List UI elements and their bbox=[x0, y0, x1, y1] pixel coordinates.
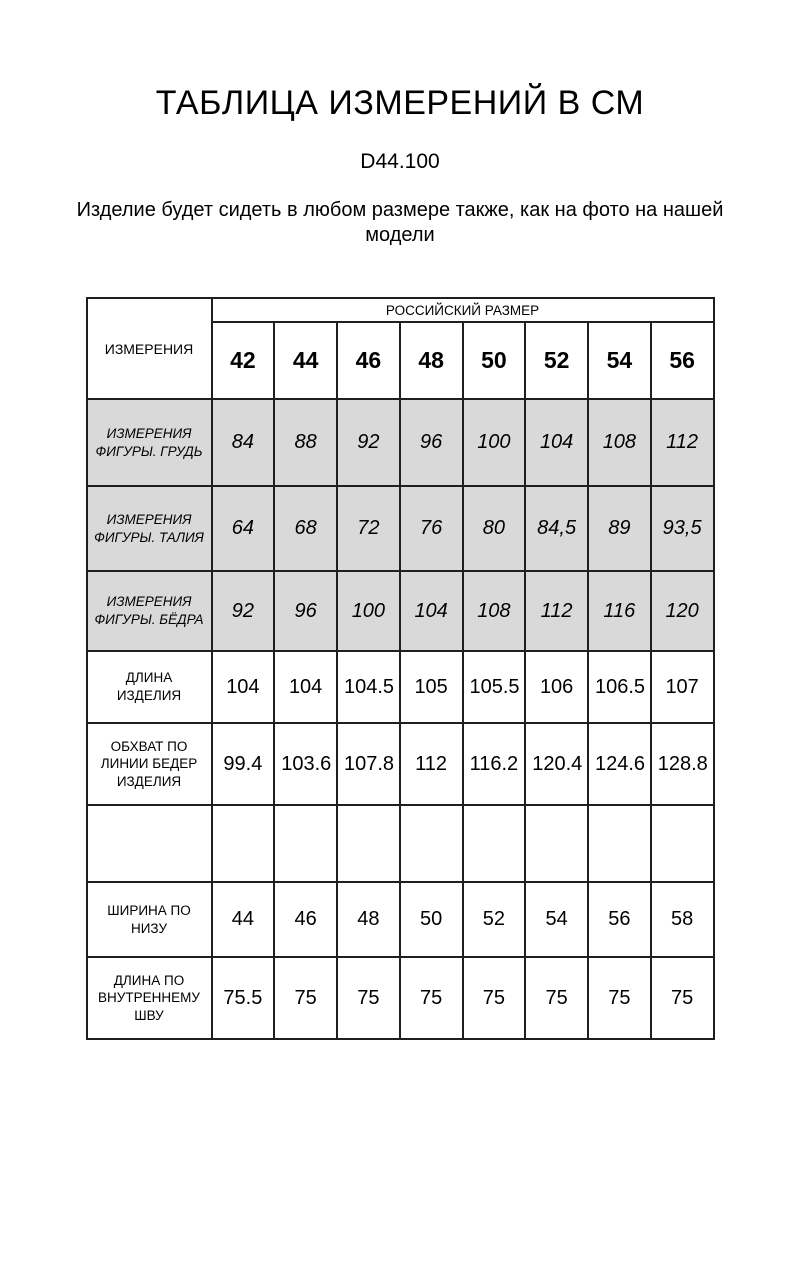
cell: 116.2 bbox=[463, 723, 526, 805]
page-subtitle: Изделие будет сидеть в любом размере также, как на фото на нашей модели bbox=[76, 199, 724, 246]
cell: 92 bbox=[337, 399, 400, 486]
cell: 80 bbox=[463, 486, 526, 571]
table-group-header-row bbox=[87, 298, 714, 322]
cell: 76 bbox=[400, 486, 463, 571]
model-code: D44.100 bbox=[360, 150, 440, 173]
cell: 75 bbox=[463, 957, 526, 1039]
cell: 112 bbox=[525, 571, 588, 651]
cell bbox=[274, 805, 337, 882]
cell bbox=[337, 805, 400, 882]
cell: 120 bbox=[651, 571, 714, 651]
cell: 96 bbox=[400, 399, 463, 486]
cell: 75 bbox=[274, 957, 337, 1039]
cell: 64 bbox=[212, 486, 275, 571]
cell: 96 bbox=[274, 571, 337, 651]
cell: 75.5 bbox=[212, 957, 275, 1039]
cell: 107.8 bbox=[337, 723, 400, 805]
cell: 104 bbox=[525, 399, 588, 486]
cell: 105.5 bbox=[463, 651, 526, 723]
cell: 104 bbox=[274, 651, 337, 723]
cell: 84,5 bbox=[525, 486, 588, 571]
size-header-42: 42 bbox=[212, 322, 275, 399]
cell: 52 bbox=[463, 882, 526, 957]
cell: 68 bbox=[274, 486, 337, 571]
cell: 112 bbox=[651, 399, 714, 486]
row-label: ДЛИНА ПО ВНУТРЕННЕМУ ШВУ bbox=[87, 957, 212, 1039]
row-label: ОБХВАТ ПО ЛИНИИ БЕДЕР ИЗДЕЛИЯ bbox=[87, 723, 212, 805]
size-header-50: 50 bbox=[463, 322, 526, 399]
row-label: ИЗМЕРЕНИЯ ФИГУРЫ. БЁДРА bbox=[87, 571, 212, 651]
cell: 58 bbox=[651, 882, 714, 957]
cell bbox=[212, 805, 275, 882]
cell: 44 bbox=[212, 882, 275, 957]
cell: 124.6 bbox=[588, 723, 651, 805]
cell: 106.5 bbox=[588, 651, 651, 723]
measurement-table bbox=[86, 297, 715, 1040]
size-header-44: 44 bbox=[274, 322, 337, 399]
cell: 108 bbox=[588, 399, 651, 486]
cell: 120.4 bbox=[525, 723, 588, 805]
table-row-figure-hips bbox=[87, 571, 714, 651]
cell: 46 bbox=[274, 882, 337, 957]
cell: 100 bbox=[337, 571, 400, 651]
row-label: ДЛИНА ИЗДЕЛИЯ bbox=[87, 651, 212, 723]
row-label bbox=[87, 805, 212, 882]
row-label: ИЗМЕРЕНИЯ ФИГУРЫ. ГРУДЬ bbox=[87, 399, 212, 486]
table-row-figure-chest bbox=[87, 399, 714, 486]
cell: 75 bbox=[525, 957, 588, 1039]
cell bbox=[651, 805, 714, 882]
cell: 75 bbox=[400, 957, 463, 1039]
cell: 92 bbox=[212, 571, 275, 651]
cell: 75 bbox=[337, 957, 400, 1039]
cell: 116 bbox=[588, 571, 651, 651]
cell bbox=[463, 805, 526, 882]
cell: 75 bbox=[651, 957, 714, 1039]
table-corner-label: ИЗМЕРЕНИЯ bbox=[87, 298, 212, 399]
cell: 105 bbox=[400, 651, 463, 723]
table-row-figure-waist bbox=[87, 486, 714, 571]
size-header-54: 54 bbox=[588, 322, 651, 399]
cell bbox=[400, 805, 463, 882]
cell: 104 bbox=[212, 651, 275, 723]
cell: 84 bbox=[212, 399, 275, 486]
size-header-52: 52 bbox=[525, 322, 588, 399]
cell: 107 bbox=[651, 651, 714, 723]
cell: 75 bbox=[588, 957, 651, 1039]
cell bbox=[588, 805, 651, 882]
page-title: ТАБЛИЦА ИЗМЕРЕНИЙ В СМ bbox=[155, 84, 645, 122]
table-row-hip-girth-item bbox=[87, 723, 714, 805]
russian-size-group-header: РОССИЙСКИЙ РАЗМЕР bbox=[212, 298, 714, 322]
cell: 99.4 bbox=[212, 723, 275, 805]
cell bbox=[525, 805, 588, 882]
size-header-46: 46 bbox=[337, 322, 400, 399]
row-label: ШИРИНА ПО НИЗУ bbox=[87, 882, 212, 957]
cell: 50 bbox=[400, 882, 463, 957]
table-row-inseam-length bbox=[87, 957, 714, 1039]
size-header-56: 56 bbox=[651, 322, 714, 399]
table-row-empty bbox=[87, 805, 714, 882]
cell: 104 bbox=[400, 571, 463, 651]
cell: 100 bbox=[463, 399, 526, 486]
cell: 93,5 bbox=[651, 486, 714, 571]
cell: 54 bbox=[525, 882, 588, 957]
table-row-bottom-width bbox=[87, 882, 714, 957]
cell: 88 bbox=[274, 399, 337, 486]
cell: 56 bbox=[588, 882, 651, 957]
cell: 106 bbox=[525, 651, 588, 723]
table-row-item-length bbox=[87, 651, 714, 723]
cell: 48 bbox=[337, 882, 400, 957]
cell: 72 bbox=[337, 486, 400, 571]
cell: 89 bbox=[588, 486, 651, 571]
cell: 104.5 bbox=[337, 651, 400, 723]
size-header-48: 48 bbox=[400, 322, 463, 399]
row-label: ИЗМЕРЕНИЯ ФИГУРЫ. ТАЛИЯ bbox=[87, 486, 212, 571]
cell: 112 bbox=[400, 723, 463, 805]
cell: 108 bbox=[463, 571, 526, 651]
cell: 128.8 bbox=[651, 723, 714, 805]
cell: 103.6 bbox=[274, 723, 337, 805]
